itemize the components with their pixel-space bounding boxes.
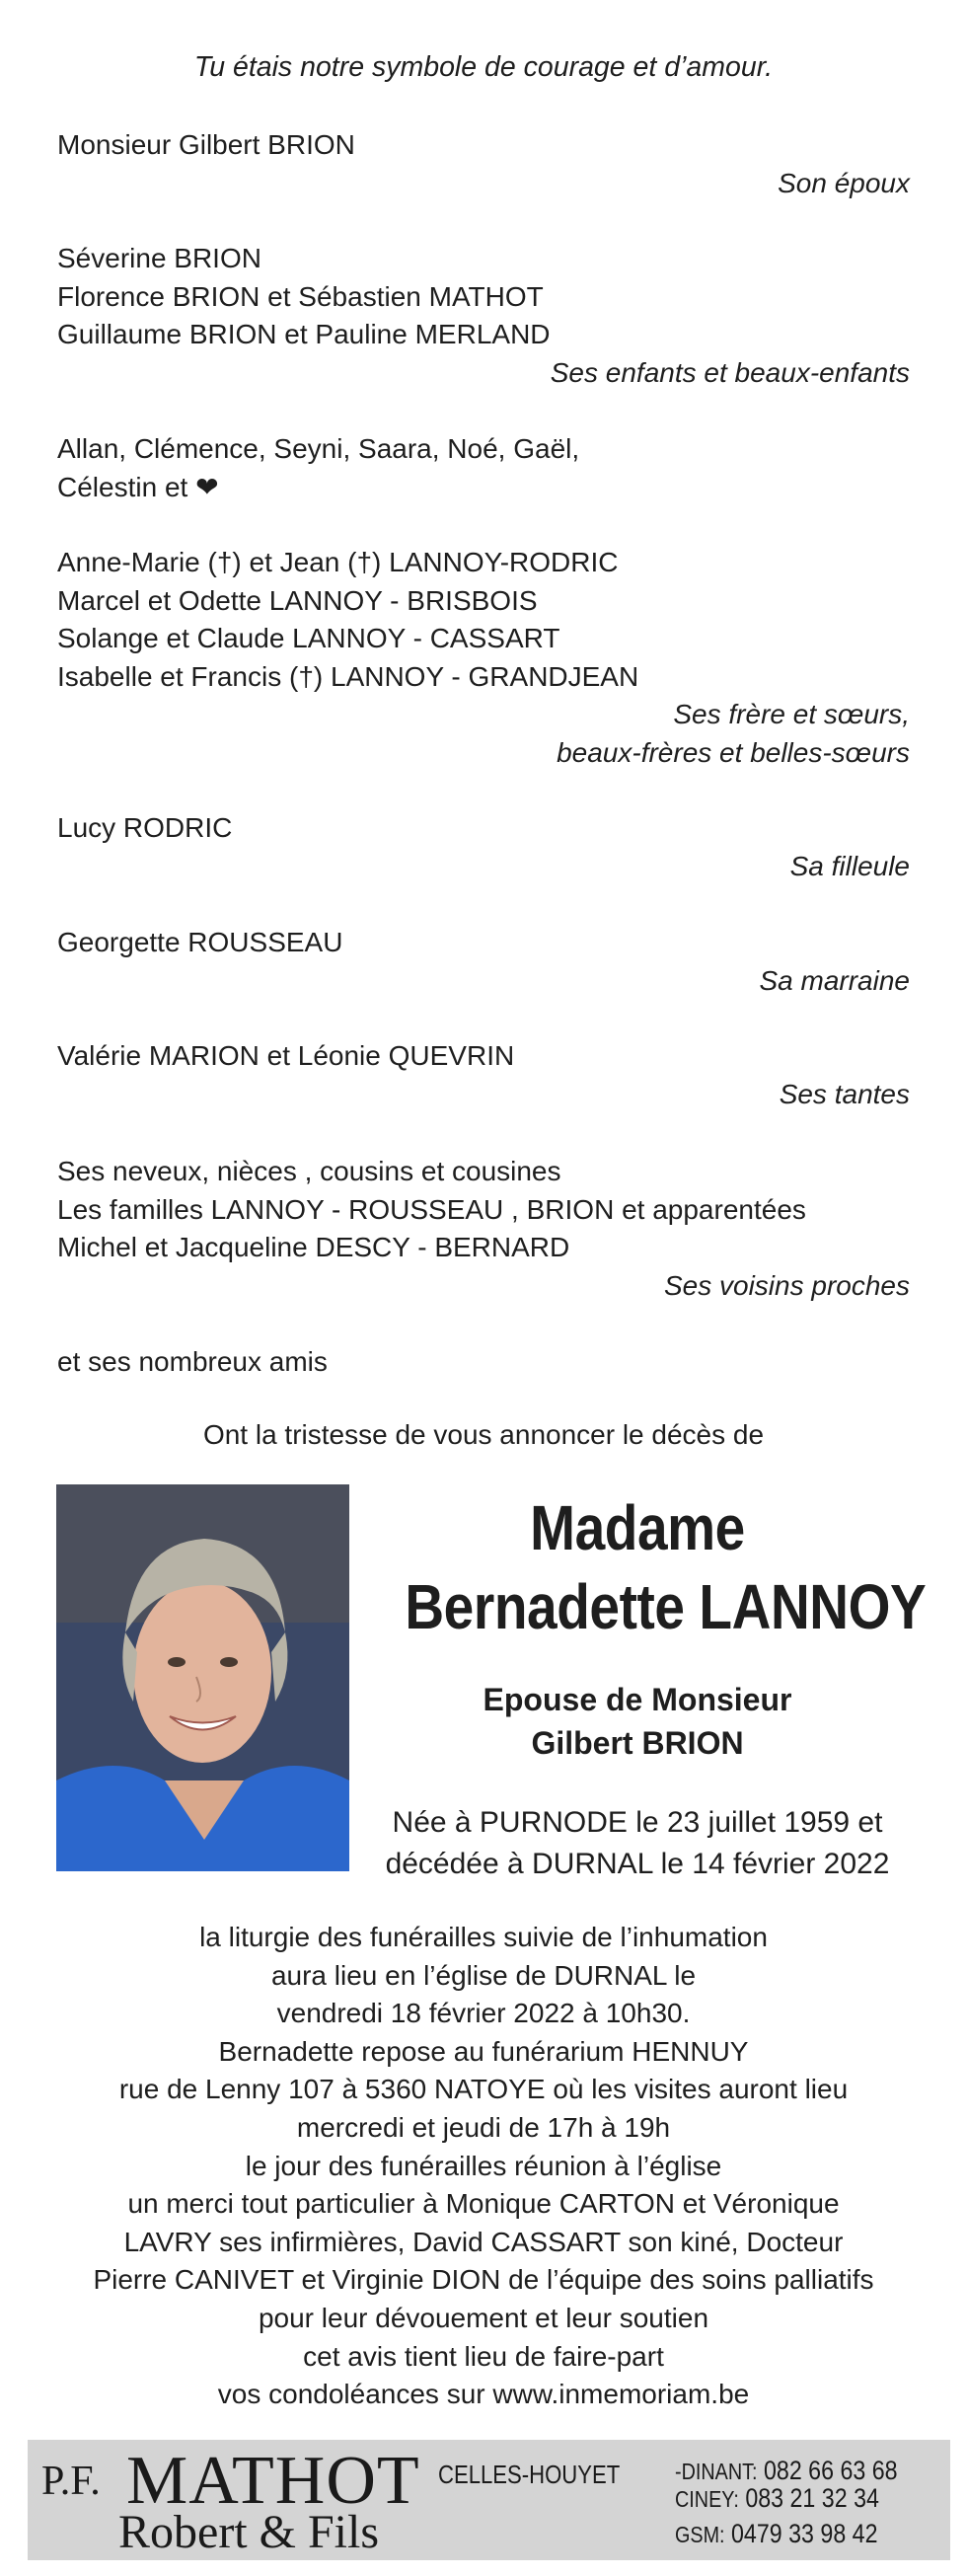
portrait-illustration xyxy=(56,1484,349,1871)
detail-line: LAVRY ses infirmières, David CASSART son kiné, Docteur xyxy=(123,2226,844,2257)
phone-number: 082 66 63 68 xyxy=(763,2456,898,2485)
company-name: MATHOT xyxy=(126,2443,420,2519)
detail-line: cet avis tient lieu de faire-part xyxy=(303,2340,664,2372)
family-group-spouse xyxy=(57,126,910,202)
motto: Tu étais notre symbole de courage et d’amour. xyxy=(193,51,774,83)
spouse-info xyxy=(367,1678,908,1765)
relation-label: beaux-frères et belles-sœurs xyxy=(557,736,910,768)
family-line: Valérie MARION et Léonie QUEVRIN xyxy=(57,1040,515,1071)
family-line: Les familles LANNOY - ROUSSEAU , BRION et apparentées xyxy=(57,1193,806,1225)
family-line: Anne-Marie (†) et Jean (†) LANNOY-RODRIC xyxy=(57,547,619,577)
relation-label: Sa marraine xyxy=(759,964,910,996)
birth-line: Née à PURNODE le 23 juillet 1959 et xyxy=(392,1806,883,1839)
family-line: Solange et Claude LANNOY - CASSART xyxy=(57,623,560,653)
relation-label: Ses tantes xyxy=(779,1078,910,1109)
relation-label: Son époux xyxy=(778,167,910,198)
deceased-name: Bernadette LANNOY xyxy=(405,1571,927,1642)
phone-number: 083 21 32 34 xyxy=(745,2483,879,2513)
funeral-details xyxy=(0,1919,967,2414)
deceased-photo xyxy=(56,1484,349,1871)
death-line: décédée à DURNAL le 14 février 2022 xyxy=(385,1848,890,1880)
phone-label: -DINANT: xyxy=(675,2459,758,2484)
pf-label: P.F. xyxy=(41,2459,101,2504)
phone-dinant xyxy=(675,2456,898,2486)
family-line: Marcel et Odette LANNOY - BRISBOIS xyxy=(57,584,538,616)
phone-label: GSM: xyxy=(675,2522,725,2547)
detail-line: vos condoléances sur www.inmemoriam.be xyxy=(217,2379,750,2410)
family-line: Ses neveux, nièces , cousins et cousines xyxy=(57,1156,561,1186)
phone-label: CINEY: xyxy=(675,2486,739,2512)
deceased-title: Madame xyxy=(530,1492,745,1563)
family-line: Guillaume BRION et Pauline MERLAND xyxy=(57,319,551,349)
family-group-friends xyxy=(57,1343,910,1382)
funeral-home-banner xyxy=(28,2440,950,2560)
detail-line: le jour des funérailles réunion à l’église xyxy=(245,2150,722,2181)
family-line: Célestin et ❤ xyxy=(57,471,219,502)
detail-line: mercredi et jeudi de 17h à 19h xyxy=(296,2111,671,2143)
detail-line: Pierre CANIVET et Virginie DION de l’équipe des soins palliatifs xyxy=(93,2264,874,2296)
family-line: Monsieur Gilbert BRION xyxy=(57,129,355,160)
family-group-grandchildren xyxy=(57,430,910,506)
family-group-extended xyxy=(57,1153,910,1305)
family-line: Florence BRION et Sébastien MATHOT xyxy=(57,280,544,312)
family-group-siblings xyxy=(57,544,910,772)
family-line: Séverine BRION xyxy=(57,243,261,273)
company-subtitle: Robert & Fils xyxy=(118,2506,380,2558)
family-group-aunts xyxy=(57,1037,910,1113)
phone-gsm xyxy=(675,2519,878,2549)
family-group-children xyxy=(57,240,910,392)
deceased-header xyxy=(367,1488,927,1646)
phone-number: 0479 33 98 42 xyxy=(731,2519,878,2548)
family-line: Allan, Clémence, Seyni, Saara, Noé, Gaël, xyxy=(57,433,580,464)
family-line: et ses nombreux amis xyxy=(57,1346,328,1377)
spouse-line: Gilbert BRION xyxy=(531,1725,744,1761)
cities-label: CELLES-HOUYET xyxy=(438,2460,621,2489)
announcement: Ont la tristesse de vous annoncer le décès de xyxy=(202,1419,765,1450)
spouse-line: Epouse de Monsieur xyxy=(483,1682,792,1717)
family-line: Isabelle et Francis (†) LANNOY - GRANDJEAN xyxy=(57,660,639,692)
relation-label: Ses frère et sœurs, xyxy=(673,699,910,729)
family-group-godmother xyxy=(57,924,910,1000)
detail-line: pour leur dévouement et leur soutien xyxy=(258,2302,709,2333)
detail-line: aura lieu en l’église de DURNAL le xyxy=(270,1959,697,1991)
life-dates xyxy=(367,1802,908,1885)
detail-line: Bernadette repose au funérarium HENNUY xyxy=(218,2035,749,2067)
family-group-goddaughter xyxy=(57,809,910,885)
relation-label: Sa filleule xyxy=(789,850,910,881)
relation-label: Ses voisins proches xyxy=(663,1269,910,1301)
detail-line: un merci tout particulier à Monique CARTON et Véronique xyxy=(127,2188,840,2220)
phone-ciney xyxy=(675,2483,879,2514)
detail-line: la liturgie des funérailles suivie de l’inhumation xyxy=(199,1922,768,1952)
family-line: Georgette ROUSSEAU xyxy=(57,927,343,957)
relation-label: Ses enfants et beaux-enfants xyxy=(550,356,910,388)
detail-line: vendredi 18 février 2022 à 10h30. xyxy=(276,1998,691,2029)
detail-line: rue de Lenny 107 à 5360 NATOYE où les visites auront lieu xyxy=(118,2074,849,2105)
family-line: Lucy RODRIC xyxy=(57,812,233,843)
family-line: Michel et Jacqueline DESCY - BERNARD xyxy=(57,1232,570,1262)
